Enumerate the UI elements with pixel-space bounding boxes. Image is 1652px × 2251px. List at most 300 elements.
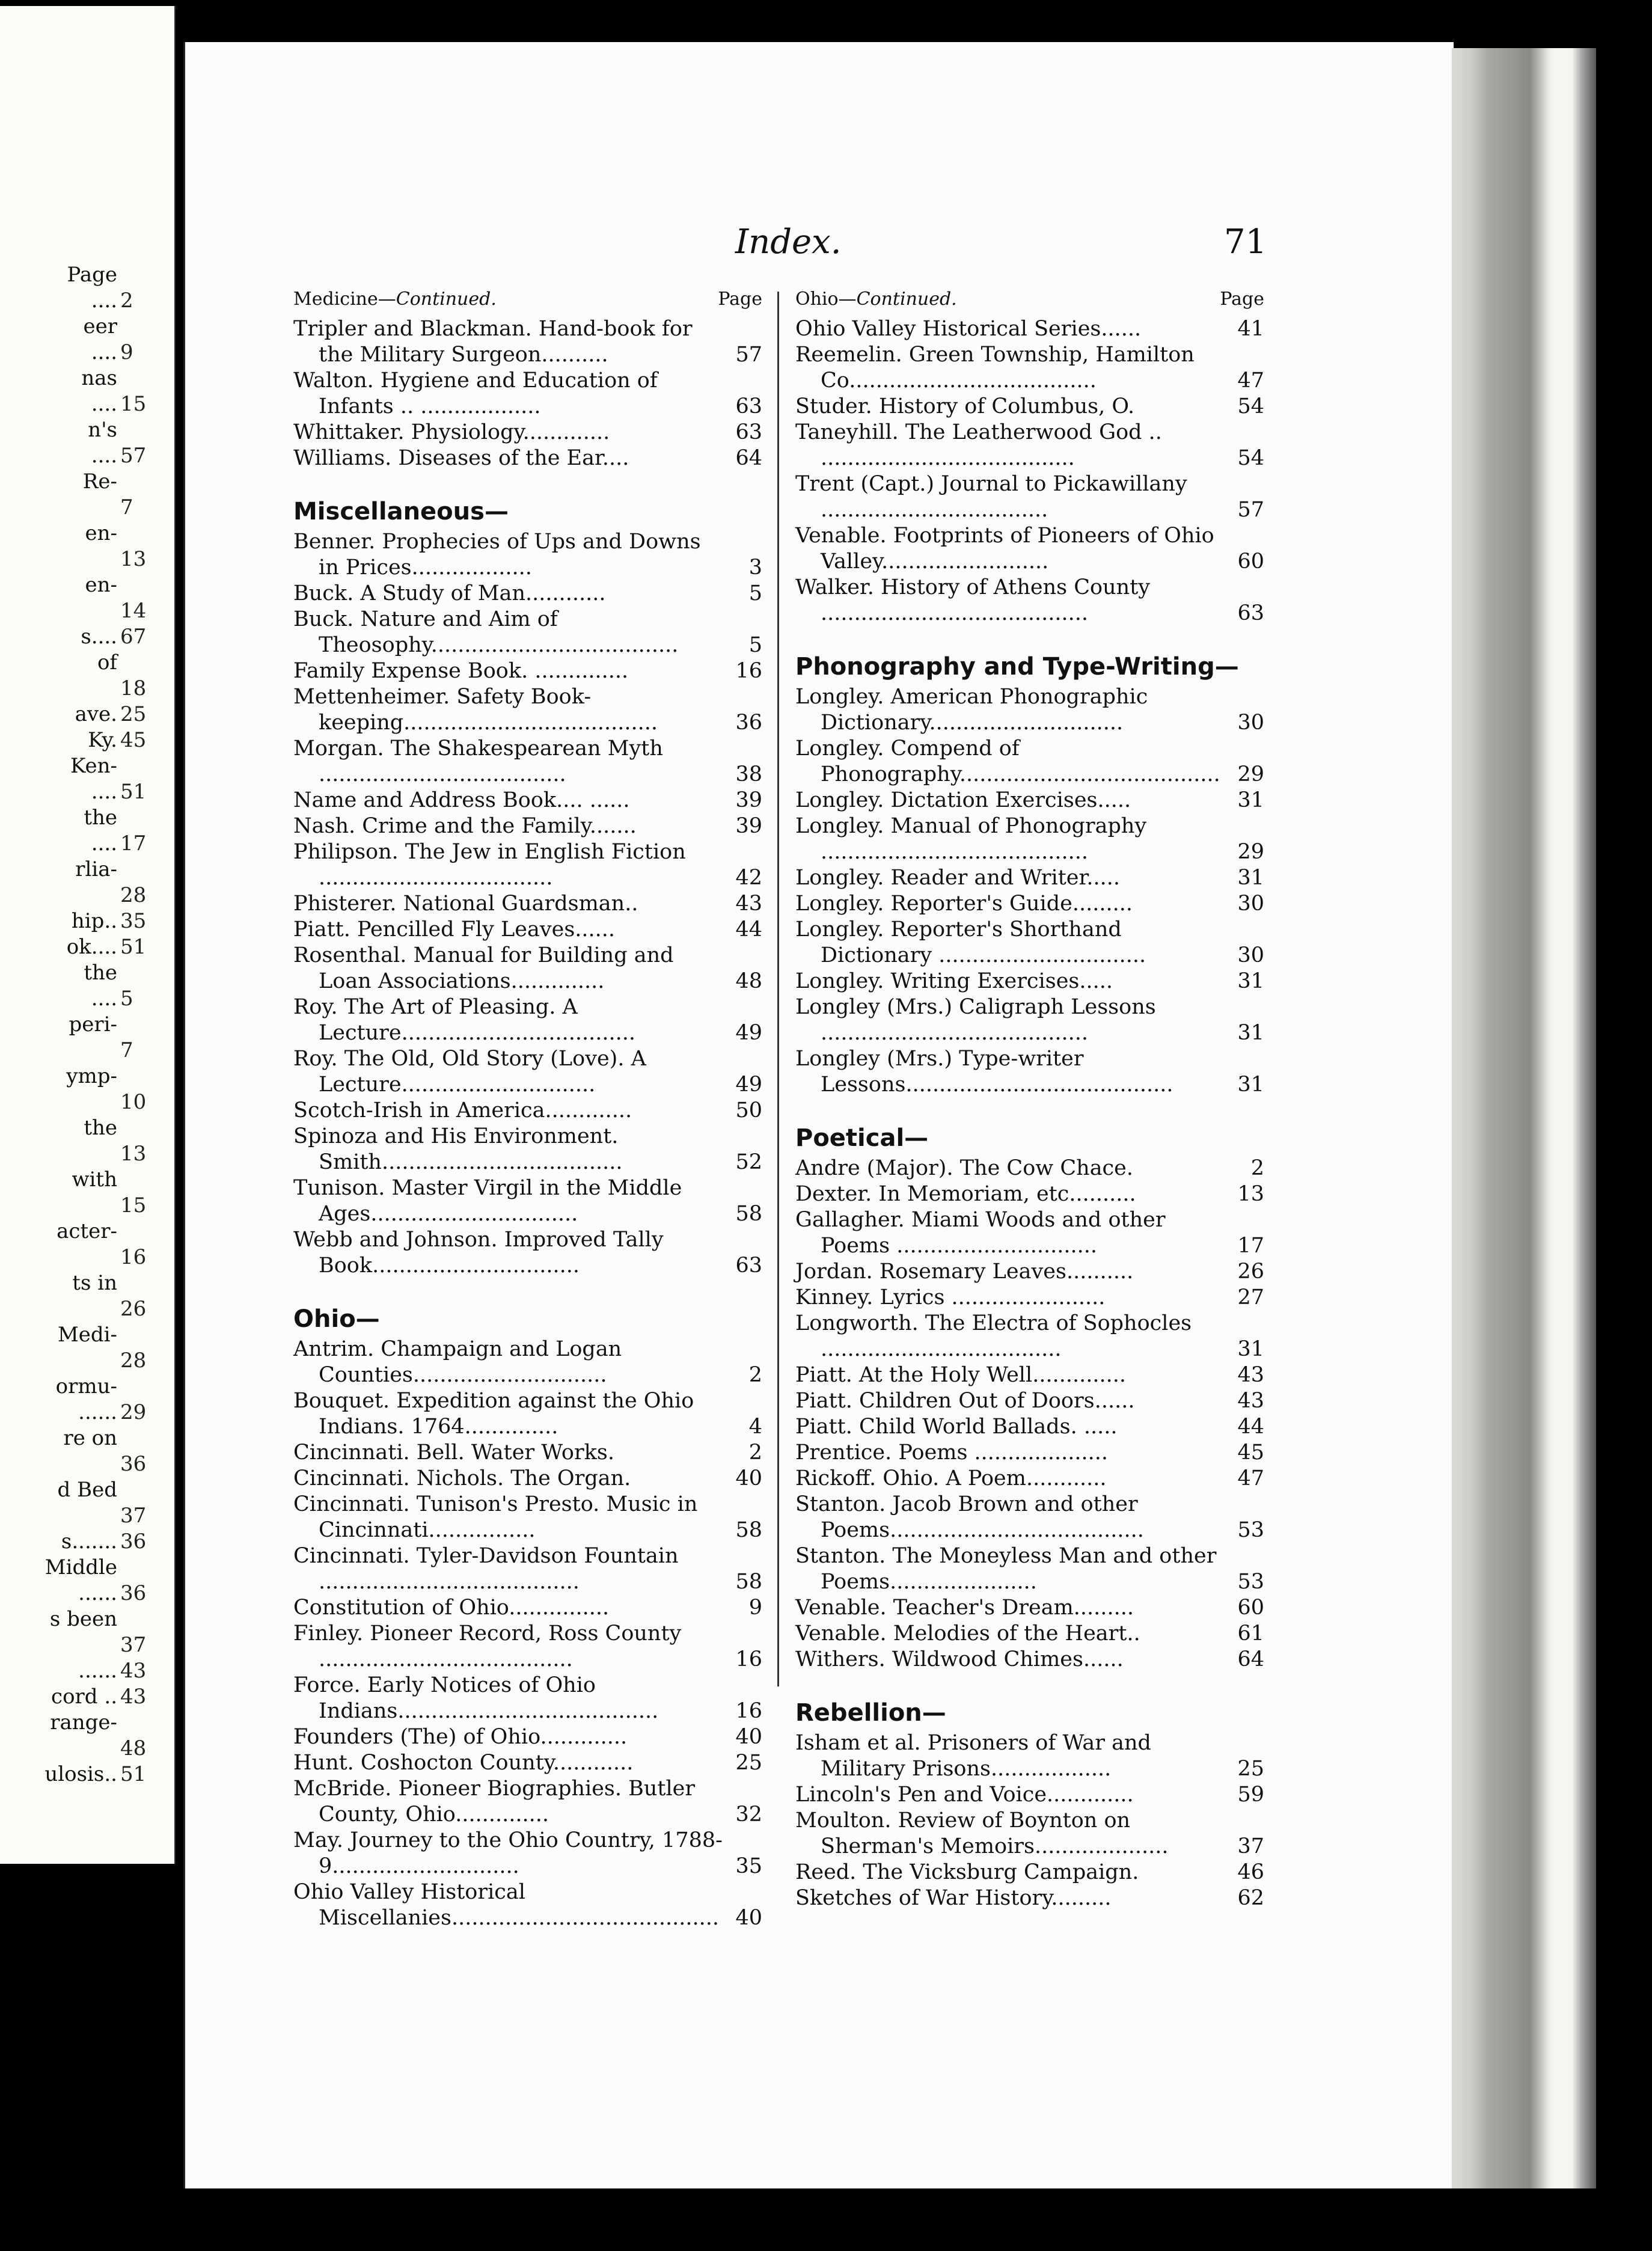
continued-category: Medicine— [293, 289, 396, 310]
section-heading: Phonography and Type-Writing— [795, 653, 1239, 681]
fragment-text: Medi- [57, 1323, 117, 1347]
index-entry [795, 1730, 1264, 1782]
fragment-text: nas [81, 366, 117, 390]
fragment-text: s....... [61, 1530, 117, 1554]
entry-page-number: 60 [1237, 550, 1264, 574]
entry-page-number: 57 [735, 343, 762, 367]
index-entry [293, 529, 762, 581]
entry-page-number: 4 [748, 1415, 762, 1439]
entry-title: Roy. The Art of Pleasing. A Lecture................................... [293, 995, 635, 1045]
index-entry [795, 865, 1264, 891]
fragment-text: en- [85, 573, 117, 597]
entry-page-number: 39 [735, 788, 762, 812]
fragment-text: .... [91, 340, 117, 364]
fragment-number: 16 [120, 1245, 147, 1269]
index-entry [293, 788, 762, 813]
index-page [183, 42, 1454, 2188]
fragment-text: .... [91, 987, 117, 1011]
entry-page-number: 25 [1237, 1757, 1264, 1781]
entry-page-number: 45 [1237, 1441, 1264, 1465]
index-entry [795, 1885, 1264, 1911]
entry-page-number: 50 [735, 1098, 762, 1122]
fragment-number: 48 [120, 1736, 147, 1760]
fragment-number: 15 [120, 392, 147, 416]
entry-title: Force. Early Notices of Ohio Indians....................................... [293, 1673, 659, 1723]
entry-title: Buck. A Study of Man............ [293, 581, 606, 605]
entry-title: Andre (Major). The Cow Chace. [795, 1156, 1133, 1180]
entry-title: Lincoln's Pen and Voice............. [795, 1783, 1134, 1807]
index-entry [795, 891, 1264, 917]
continued-label [795, 289, 957, 310]
continued-header [795, 289, 1264, 316]
entry-page-number: 30 [1237, 711, 1264, 735]
entry-page-number: 17 [1237, 1234, 1264, 1258]
entry-page-number: 36 [735, 711, 762, 735]
fragment-number: 15 [120, 1193, 147, 1217]
entry-page-number: 63 [1237, 601, 1264, 625]
entry-page-number: 39 [735, 814, 762, 838]
index-column-left [293, 289, 762, 1931]
index-entry [795, 1259, 1264, 1285]
entry-page-number: 43 [735, 892, 762, 916]
entry-page-number: 44 [1237, 1415, 1264, 1439]
fragment-text: of [97, 651, 117, 675]
section-heading: Ohio— [293, 1305, 380, 1333]
entry-page-number: 46 [1237, 1860, 1264, 1884]
index-entry [293, 1440, 762, 1466]
index-entry [795, 736, 1264, 788]
index-entry [293, 316, 762, 368]
entry-page-number: 40 [735, 1906, 762, 1930]
entry-title: Longley. Writing Exercises..... [795, 969, 1113, 993]
index-entry [293, 1124, 762, 1175]
entry-page-number: 61 [1237, 1622, 1264, 1646]
fragment-number: 28 [120, 1349, 147, 1373]
entry-page-number: 59 [1237, 1783, 1264, 1807]
index-entry [293, 917, 762, 943]
entry-title: Mettenheimer. Safety Book-keeping...................................... [293, 685, 658, 735]
entry-page-number: 64 [735, 446, 762, 470]
entry-page-number: 58 [735, 1202, 762, 1226]
fragment-number: 35 [120, 909, 147, 933]
entry-page-number: 31 [1237, 866, 1264, 890]
fragment-text: rlia- [75, 857, 117, 881]
fragment-text: with [72, 1168, 117, 1192]
fragment-text: hip.. [71, 909, 117, 933]
index-entry [795, 1181, 1264, 1207]
entry-page-number: 35 [735, 1854, 762, 1878]
entry-page-number: 27 [1237, 1285, 1264, 1309]
index-entry [293, 736, 762, 788]
fragment-number: 51 [120, 935, 147, 959]
index-entry [293, 1776, 762, 1828]
entry-title: Jordan. Rosemary Leaves.......... [795, 1260, 1134, 1284]
fragment-number: 10 [120, 1090, 147, 1114]
fragment-text: Ky. [88, 728, 117, 752]
entry-page-number: 60 [1237, 1596, 1264, 1620]
entry-title: Family Expense Book. .............. [293, 659, 629, 683]
entry-title: Longley. Reporter's Shorthand Dictionary ............................... [795, 917, 1146, 967]
fragment-text: ulosis.. [44, 1762, 117, 1786]
entry-page-number: 57 [1237, 498, 1264, 522]
fragment-text: .... [91, 831, 117, 856]
fragment-text: acter- [57, 1219, 117, 1243]
index-entry [293, 943, 762, 994]
entry-title: Walton. Hygiene and Education of Infants .. .................. [293, 369, 658, 418]
fragment-text: d Bed [57, 1478, 117, 1502]
fragment-text: .... [91, 444, 117, 468]
entry-page-number: 63 [735, 394, 762, 418]
entry-title: Cincinnati. Bell. Water Works. [293, 1441, 614, 1465]
index-entry [795, 471, 1264, 523]
index-entry [293, 994, 762, 1046]
page-number: 71 [1224, 222, 1267, 262]
index-entry [293, 446, 762, 471]
index-entry [795, 1207, 1264, 1259]
fragment-text: en- [85, 521, 117, 545]
entry-title: Taneyhill. The Leatherwood God .. ...................................... [795, 420, 1162, 470]
index-entry [293, 1175, 762, 1227]
continued-label [293, 289, 497, 310]
index-entry [795, 394, 1264, 420]
entry-page-number: 31 [1237, 1337, 1264, 1361]
entry-title: Gallagher. Miami Woods and other Poems .............................. [795, 1208, 1166, 1258]
index-entry [795, 1492, 1264, 1543]
entry-page-number: 40 [735, 1725, 762, 1749]
index-entry [293, 1227, 762, 1279]
entry-page-number: 29 [1237, 840, 1264, 864]
entry-page-number: 31 [1237, 1021, 1264, 1045]
entry-title: Williams. Diseases of the Ear.... [293, 446, 629, 470]
entry-page-number: 54 [1237, 446, 1264, 470]
entry-title: Phisterer. National Guardsman.. [293, 892, 638, 916]
entry-page-number: 58 [735, 1518, 762, 1542]
index-entry [795, 1621, 1264, 1647]
entry-page-number: 63 [735, 1254, 762, 1278]
fragment-number: 36 [120, 1452, 147, 1476]
fragment-number: 18 [120, 676, 147, 700]
entry-title: Morgan. The Shakespearean Myth ..................................... [293, 737, 663, 786]
entry-page-number: 2 [1250, 1156, 1264, 1180]
fragment-number: 17 [120, 831, 147, 856]
index-entry [293, 1595, 762, 1621]
entry-title: Longley. Manual of Phonography ........................................ [795, 814, 1147, 864]
fragment-number: 26 [120, 1297, 147, 1321]
fragment-number: 43 [120, 1659, 147, 1683]
entry-title: Cincinnati. Tyler-Davidson Fountain ....................................... [293, 1544, 679, 1594]
entry-title: Prentice. Poems .................... [795, 1441, 1109, 1465]
section-heading: Rebellion— [795, 1699, 946, 1727]
fragment-number: 7 [120, 1038, 133, 1062]
entry-title: Trent (Capt.) Journal to Pickawillany .................................. [795, 472, 1187, 522]
entry-page-number: 42 [735, 866, 762, 890]
entry-title: Benner. Prophecies of Ups and Downs in Prices.................. [293, 530, 701, 580]
index-entry [293, 1492, 762, 1543]
fragment-text: .... [91, 289, 117, 313]
fragment-text: ...... [78, 1400, 117, 1424]
fragment-number: 36 [120, 1530, 147, 1554]
index-entry [293, 891, 762, 917]
index-entry [795, 994, 1264, 1046]
fragment-text: s.... [81, 625, 117, 649]
index-entry [293, 1388, 762, 1440]
entry-title: Webb and Johnson. Improved Tally Book............................... [293, 1228, 664, 1278]
entry-page-number: 43 [1237, 1389, 1264, 1413]
fragment-number: 67 [120, 625, 147, 649]
entry-title: Cincinnati. Nichols. The Organ. [293, 1466, 631, 1490]
fragment-number: 45 [120, 728, 147, 752]
running-title: Index. [735, 222, 842, 262]
entry-title: Tunison. Master Virgil in the Middle Ages............................... [293, 1176, 682, 1226]
running-head [185, 222, 1454, 265]
section-heading: Poetical— [795, 1124, 929, 1152]
entry-title: Whittaker. Physiology............. [293, 420, 610, 444]
index-entry [795, 1311, 1264, 1362]
fragment-number: 5 [120, 987, 133, 1011]
fragment-number: 29 [120, 1400, 147, 1424]
entry-title: Stanton. Jacob Brown and other Poems...................................... [795, 1492, 1144, 1542]
entry-title: Longley (Mrs.) Caligraph Lessons ........................................ [795, 995, 1156, 1045]
index-entry [293, 1543, 762, 1595]
entry-title: Buck. Nature and Aim of Theosophy..................................... [293, 607, 679, 657]
index-entry [795, 1595, 1264, 1621]
index-entry [795, 917, 1264, 969]
index-entry [795, 684, 1264, 736]
continued-header [293, 289, 762, 316]
fragment-number: 28 [120, 883, 147, 907]
fragment-number: 9 [120, 340, 133, 364]
entry-title: Piatt. Children Out of Doors...... [795, 1389, 1135, 1413]
entry-title: Longworth. The Electra of Sophocles .................................... [795, 1311, 1192, 1361]
entry-page-number: 38 [735, 762, 762, 786]
entry-page-number: 16 [735, 1699, 762, 1723]
entry-title: Withers. Wildwood Chimes...... [795, 1647, 1124, 1671]
entry-page-number: 40 [735, 1466, 762, 1490]
entry-title: Longley. Reader and Writer..... [795, 866, 1121, 890]
fragment-text: ts in [72, 1271, 117, 1295]
column-divider [777, 292, 779, 1686]
fragment-text: cord .. [51, 1685, 117, 1709]
fragment-text: n's [88, 418, 117, 442]
entry-title: Rosenthal. Manual for Building and Loan Associations.............. [293, 943, 674, 993]
entry-page-number: 30 [1237, 943, 1264, 967]
entry-title: Nash. Crime and the Family....... [293, 814, 637, 838]
entry-page-number: 44 [735, 917, 762, 942]
fragment-text: .... [91, 780, 117, 804]
entry-title: Venable. Melodies of the Heart.. [795, 1622, 1140, 1646]
entry-title: Stanton. The Moneyless Man and other Poems...................... [795, 1544, 1217, 1594]
entry-page-number: 49 [735, 1021, 762, 1045]
index-entry [293, 839, 762, 891]
entry-page-number: 58 [735, 1570, 762, 1594]
index-entry [293, 1466, 762, 1492]
entry-page-number: 32 [735, 1802, 762, 1827]
index-entry [293, 1621, 762, 1673]
entry-title: Founders (The) of Ohio............. [293, 1725, 628, 1749]
fragment-number: 37 [120, 1633, 147, 1657]
entry-page-number: 53 [1237, 1570, 1264, 1594]
index-entry [795, 575, 1264, 626]
entry-title: Philipson. The Jew in English Fiction ................................... [293, 840, 686, 890]
entry-title: Studer. History of Columbus, O. [795, 394, 1135, 418]
index-entry [795, 342, 1264, 394]
index-entry [795, 1414, 1264, 1440]
page-column-label: Page [1220, 289, 1264, 310]
fragment-text: range- [50, 1710, 117, 1735]
entry-title: Venable. Teacher's Dream......... [795, 1596, 1134, 1620]
fragment-number: 51 [120, 1762, 147, 1786]
entry-title: Longley (Mrs.) Type-writer Lessons........................................ [795, 1047, 1173, 1097]
index-entry [795, 1860, 1264, 1885]
entry-title: Rickoff. Ohio. A Poem............ [795, 1466, 1107, 1490]
entry-title: Ohio Valley Historical Series...... [795, 317, 1142, 341]
entry-page-number: 31 [1237, 1073, 1264, 1097]
entry-title: Reed. The Vicksburg Campaign. [795, 1860, 1139, 1884]
entry-title: Piatt. At the Holy Well.............. [795, 1363, 1126, 1387]
entry-title: Dexter. In Memoriam, etc.......... [795, 1182, 1136, 1206]
entry-page-number: 31 [1237, 969, 1264, 993]
index-column-right [795, 289, 1264, 1911]
index-entry [293, 1673, 762, 1724]
fragment-text: ymp- [66, 1064, 117, 1088]
index-entry [293, 1879, 762, 1931]
continued-word: Continued. [396, 289, 497, 310]
entry-title: Moulton. Review of Boynton on Sherman's Memoirs.................... [795, 1808, 1169, 1858]
entry-title: Piatt. Child World Ballads. ..... [795, 1415, 1118, 1439]
index-entry [795, 1782, 1264, 1808]
fragment-text: the [84, 1116, 117, 1140]
entry-page-number: 47 [1237, 1466, 1264, 1490]
fragment-text: Page [67, 263, 117, 287]
entry-title: Walker. History of Athens County ........................................ [795, 575, 1151, 625]
fragment-number: 13 [120, 1142, 147, 1166]
index-entry [795, 1285, 1264, 1311]
fragment-text: eer [83, 314, 117, 338]
index-entry [293, 1724, 762, 1750]
entry-page-number: 3 [748, 556, 762, 580]
entry-page-number: 53 [1237, 1518, 1264, 1542]
entry-page-number: 48 [735, 969, 762, 993]
fragment-number: 37 [120, 1504, 147, 1528]
entry-page-number: 16 [735, 659, 762, 683]
fragment-number: 43 [120, 1685, 147, 1709]
index-entry [293, 658, 762, 684]
entry-title: Bouquet. Expedition against the Ohio Indians. 1764.............. [293, 1389, 694, 1439]
entry-page-number: 43 [1237, 1363, 1264, 1387]
entry-title: Venable. Footprints of Pioneers of Ohio Valley......................... [795, 524, 1214, 574]
fragment-text: the [84, 961, 117, 985]
entry-title: Piatt. Pencilled Fly Leaves...... [293, 917, 616, 942]
index-entry [795, 1466, 1264, 1492]
entry-page-number: 37 [1237, 1834, 1264, 1858]
fragment-number: 13 [120, 547, 147, 571]
index-entry [795, 316, 1264, 342]
fragment-text: ...... [78, 1659, 117, 1683]
index-entry [293, 607, 762, 658]
entry-page-number: 29 [1237, 762, 1264, 786]
index-entry [795, 813, 1264, 865]
fragment-number: 57 [120, 444, 147, 468]
fragment-text: peri- [69, 1012, 117, 1037]
entry-title: Spinoza and His Environment. Smith.................................... [293, 1124, 623, 1174]
entry-page-number: 62 [1237, 1886, 1264, 1910]
entry-page-number: 47 [1237, 369, 1264, 393]
entry-page-number: 54 [1237, 394, 1264, 418]
entry-page-number: 2 [748, 1363, 762, 1387]
index-entry [795, 1647, 1264, 1673]
continued-category: Ohio— [795, 289, 857, 310]
page-column-label: Page [718, 289, 762, 310]
entry-title: Tripler and Blackman. Hand-book for the Military Surgeon.......... [293, 317, 693, 367]
index-entry [795, 1046, 1264, 1098]
index-entry [293, 1098, 762, 1124]
entry-title: Roy. The Old, Old Story (Love). A Lecture............................. [293, 1047, 646, 1097]
index-entry [795, 1156, 1264, 1181]
entry-page-number: 49 [735, 1073, 762, 1097]
entry-page-number: 63 [735, 420, 762, 444]
index-entry [293, 368, 762, 420]
entry-title: Cincinnati. Tunison's Presto. Music in Cincinnati................ [293, 1492, 698, 1542]
index-entry [795, 1808, 1264, 1860]
fragment-text: Middle [44, 1555, 117, 1579]
index-entry [795, 1440, 1264, 1466]
index-entry [293, 420, 762, 446]
index-entry [795, 1543, 1264, 1595]
index-entry [795, 420, 1264, 471]
entry-page-number: 9 [748, 1596, 762, 1620]
fragment-text: .... [91, 392, 117, 416]
fragment-text: s been [49, 1607, 117, 1631]
entry-title: Longley. American Phonographic Dictionary............................. [795, 685, 1148, 735]
continued-word: Continued. [856, 289, 957, 310]
entry-title: McBride. Pioneer Biographies. Butler County, Ohio.............. [293, 1777, 696, 1827]
index-entry [293, 1750, 762, 1776]
entry-title: Longley. Compend of Phonography....................................... [795, 737, 1220, 786]
entry-title: Reemelin. Green Township, Hamilton Co..................................... [795, 343, 1195, 393]
index-entry [293, 1828, 762, 1879]
entry-page-number: 2 [748, 1441, 762, 1465]
entry-title: Sketches of War History......... [795, 1886, 1112, 1910]
entry-page-number: 52 [735, 1150, 762, 1174]
index-entry [795, 523, 1264, 575]
entry-title: Ohio Valley Historical Miscellanies........................................ [293, 1880, 719, 1930]
entry-title: Name and Address Book.... ...... [293, 788, 630, 812]
entry-page-number: 64 [1237, 1647, 1264, 1671]
entry-title: Longley. Dictation Exercises..... [795, 788, 1131, 812]
fragment-text: ormu- [55, 1374, 117, 1398]
entry-title: Finley. Pioneer Record, Ross County ...................................... [293, 1622, 682, 1671]
fragment-number: 2 [120, 289, 133, 313]
fragment-number: 51 [120, 780, 147, 804]
entry-title: Scotch-Irish in America............. [293, 1098, 632, 1122]
entry-page-number: 25 [735, 1751, 762, 1775]
fragment-number: 7 [120, 495, 133, 519]
entry-title: Isham et al. Prisoners of War and Military Prisons.................. [795, 1731, 1151, 1781]
entry-page-number: 31 [1237, 788, 1264, 812]
entry-title: May. Journey to the Ohio Country, 1788-9............................ [293, 1828, 723, 1878]
fragment-text: the [84, 806, 117, 830]
index-entry [293, 1337, 762, 1388]
index-entry [293, 581, 762, 607]
entry-page-number: 13 [1237, 1182, 1264, 1206]
entry-page-number: 41 [1237, 317, 1264, 341]
facing-page-fragment [0, 6, 176, 1864]
entry-page-number: 5 [748, 581, 762, 605]
index-entry [795, 788, 1264, 813]
fragment-text: ok.... [66, 935, 117, 959]
fragment-text: Ken- [70, 754, 117, 778]
index-entry [795, 969, 1264, 994]
